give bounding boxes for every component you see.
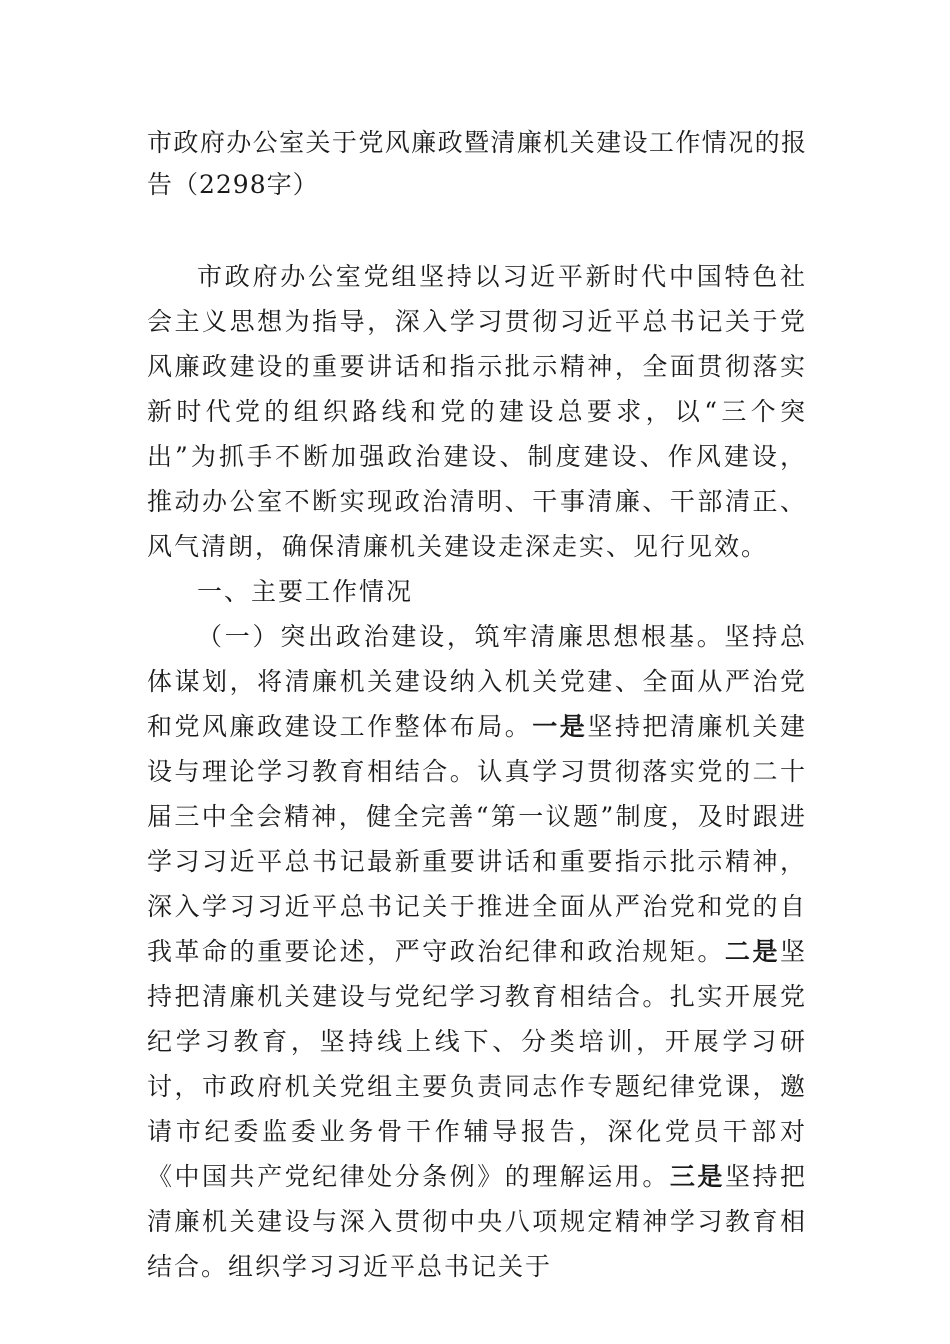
point-3-text: 坚持把清廉机关建设与深入贯彻中央八项规定精神学习教育相结合。组织学习习近平总书记关于 [147,1162,807,1281]
section-1-heading: 一、主要工作情况 [197,577,414,606]
point-2-label: 二是 [724,937,780,966]
section-1-1-lead: （一）突出政治建设，筑牢清廉思想根基。坚持总体谋划，将清廉机关建设纳入机关党建、全面从严治党和党风廉政建设工作整体布局。 [147,622,807,741]
point-1-text: 坚持把清廉机关建设与理论学习教育相结合。认真学习贯彻落实党的二十届三中全会精神，健全完善“第一议题”制度，及时跟进学习习近平总书记最新重要讲话和重要指示批示精神，深入学习习近平总书记关于推进全面从严治党和党的自我革命的重要论述，严守政治纪律和政治规矩。 [147,712,807,966]
section-1-1-paragraph [147,614,807,1289]
document-body [147,254,807,1289]
intro-paragraph: 市政府办公室党组坚持以习近平新时代中国特色社会主义思想为指导，深入学习贯彻习近平总书记关于党风廉政建设的重要讲话和指示批示精神，全面贯彻落实新时代党的组织路线和党的建设总要求，以“三个突出”为抓手不断加强政治建设、制度建设、作风建设，推动办公室不断实现政治清明、干事清廉、干部清正、风气清朗，确保清廉机关建设走深走实、见行见效。 [147,262,807,561]
point-2-text: 坚持把清廉机关建设与党纪学习教育相结合。扎实开展党纪学习教育，坚持线上线下、分类培训，开展学习研讨，市政府机关党组主要负责同志作专题纪律党课，邀请市纪委监委业务骨干作辅导报告，深化党员干部对《中国共产党纪律处分条例》的理解运用。 [147,937,807,1191]
point-1-label: 一是 [532,712,588,741]
document-title: 市政府办公室关于党风廉政暨清廉机关建设工作情况的报告（2298字） [147,128,807,199]
point-3-label: 三是 [669,1162,725,1191]
